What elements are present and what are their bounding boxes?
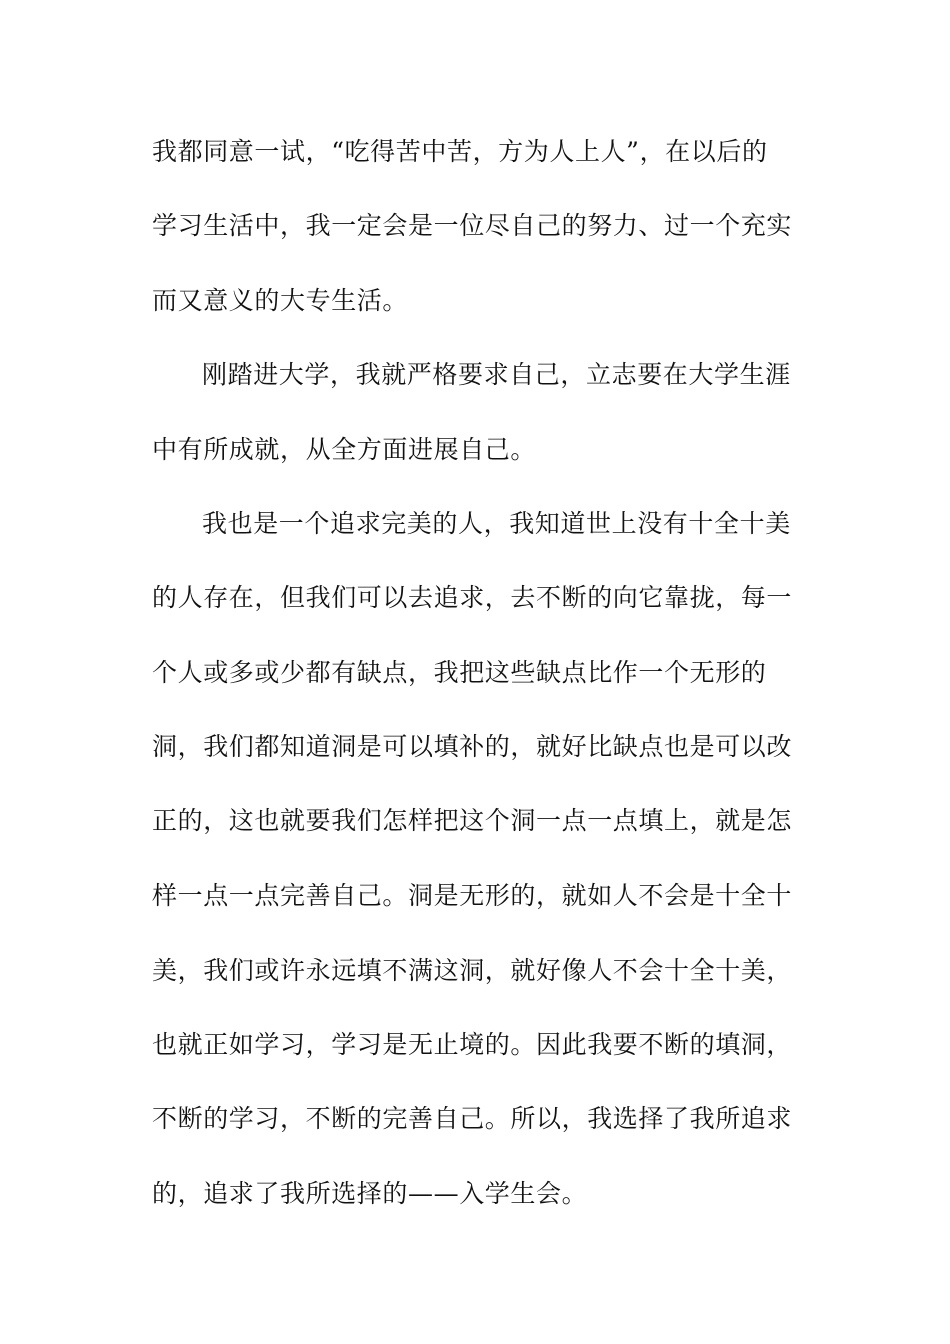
text-line: 不断的学习，不断的完善自己。所以，我选择了我所追求 xyxy=(152,1104,793,1133)
text-line: 而又意义的大专生活。 xyxy=(152,286,409,315)
text-line: 个人或多或少都有缺点，我把这些缺点比作一个无形的 xyxy=(152,658,767,687)
text-line: 也就正如学习，学习是无止境的。因此我要不断的填洞， xyxy=(152,1030,793,1059)
paragraph-start-line: 我也是一个追求完美的人，我知道世上没有十全十美 xyxy=(202,509,791,538)
text-line: 正的，这也就要我们怎样把这个洞一点一点填上，就是怎 xyxy=(152,806,793,835)
text-line: 的，追求了我所选择的——入学生会。 xyxy=(152,1179,588,1208)
text-line: 洞，我们都知道洞是可以填补的，就好比缺点也是可以改 xyxy=(152,732,793,761)
text-line: 我都同意一试，“吃得苦中苦，方为人上人”，在以后的 xyxy=(152,137,768,166)
text-line: 的人存在，但我们可以去追求，去不断的向它靠拢，每一 xyxy=(152,583,793,612)
text-line: 中有所成就，从全方面进展自己。 xyxy=(152,435,537,464)
text-line: 样一点一点完善自己。洞是无形的，就如人不会是十全十 xyxy=(152,881,793,910)
text-line: 美，我们或许永远填不满这洞，就好像人不会十全十美， xyxy=(152,956,793,985)
paragraph-start-line: 刚踏进大学，我就严格要求自己，立志要在大学生涯 xyxy=(202,360,791,389)
text-line: 学习生活中，我一定会是一位尽自己的努力、过一个充实 xyxy=(152,211,793,240)
